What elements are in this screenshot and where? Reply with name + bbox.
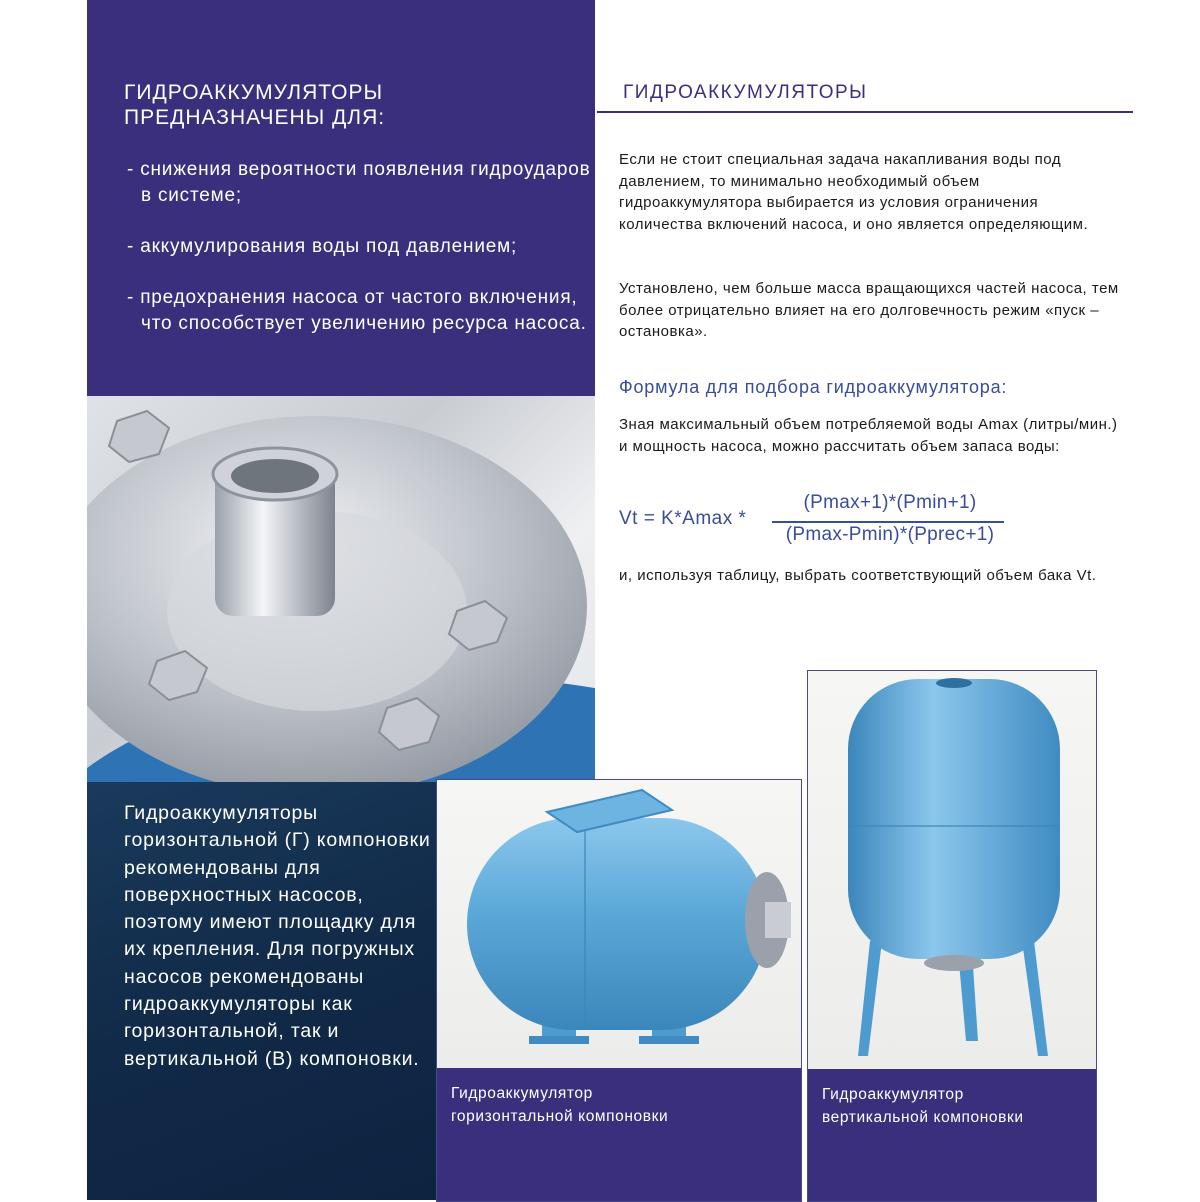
horizontal-tank-illustration <box>437 780 801 1068</box>
wear-paragraph: Установлено, чем больше масса вращающихся частей насоса, тем более отрицательно влияет на его долговечность режим «пуск – остановка». <box>619 280 1119 340</box>
vertical-caption-line2: вертикальной компоновки <box>822 1109 1024 1126</box>
horizontal-caption-line2: горизонтальной компоновки <box>451 1108 669 1125</box>
purpose-heading-line2: ПРЕДНАЗНАЧЕНЫ ДЛЯ: <box>124 106 386 129</box>
vertical-tank-illustration <box>808 671 1096 1069</box>
horizontal-tank-card <box>436 779 802 1202</box>
purpose-item: - аккумулирования воды под давлением; <box>127 236 518 257</box>
tank-shell-shape <box>467 818 767 1030</box>
horizontal-tank-caption <box>437 1068 801 1201</box>
flange-photo <box>87 396 595 782</box>
section-heading: ГИДРОАККУМУЛЯТОРЫ <box>623 82 868 103</box>
horizontal-caption-line1: Гидроаккумулятор <box>451 1085 593 1102</box>
vertical-tank-card <box>807 670 1097 1202</box>
recommendation-panel <box>87 782 437 1200</box>
formula-outro: и, используя таблицу, выбрать соответствующий объем бака Vt. <box>619 567 1097 584</box>
formula-fraction-bar <box>772 521 1004 523</box>
formula-intro: Зная максимальный объем потребляемой воды Amax (литры/мин.) и мощность насоса, можно рассчитать объем запаса воды: <box>619 416 1118 455</box>
heading-divider <box>597 111 1133 113</box>
formula-lhs: Vt = K*Amax * <box>619 508 747 529</box>
purpose-panel <box>87 0 595 396</box>
vertical-tank-photo <box>808 671 1096 1069</box>
horizontal-tank-photo <box>437 780 801 1068</box>
purpose-item: - предохранения насоса от частого включения, что способствует увеличению ресурса насоса. <box>127 287 587 334</box>
purpose-heading <box>124 80 584 130</box>
formula-numerator: (Pmax+1)*(Pmin+1) <box>803 492 977 513</box>
flange-illustration <box>87 396 595 782</box>
tank-shell-shape <box>848 679 1060 959</box>
vertical-caption-line1: Гидроаккумулятор <box>822 1086 964 1103</box>
purpose-heading-line1: ГИДРОАККУМУЛЯТОРЫ <box>124 81 384 104</box>
recommendation-text: Гидроаккумуляторы горизонтальной (Г) компоновки рекомендованы для поверхностных насосов, поэтому имеют площадку для их крепления. Для погружных насосов рекомендованы гидроаккумуляторы как горизонтальной, так и вертикальной (В) компоновки. <box>124 802 431 1070</box>
intro-paragraph: Если не стоит специальная задача накапливания воды под давлением, то минимально необходимый объем гидроаккумулятора выбирается из условия ограничения количества включений насоса, и оно является определяющим. <box>619 151 1089 233</box>
formula-denominator: (Pmax-Pmin)*(Pprec+1) <box>785 524 995 545</box>
formula-heading: Формула для подбора гидроаккумулятора: <box>619 377 1008 397</box>
purpose-item: - снижения вероятности появления гидроударов в системе; <box>127 159 591 206</box>
vertical-tank-caption <box>808 1069 1096 1201</box>
